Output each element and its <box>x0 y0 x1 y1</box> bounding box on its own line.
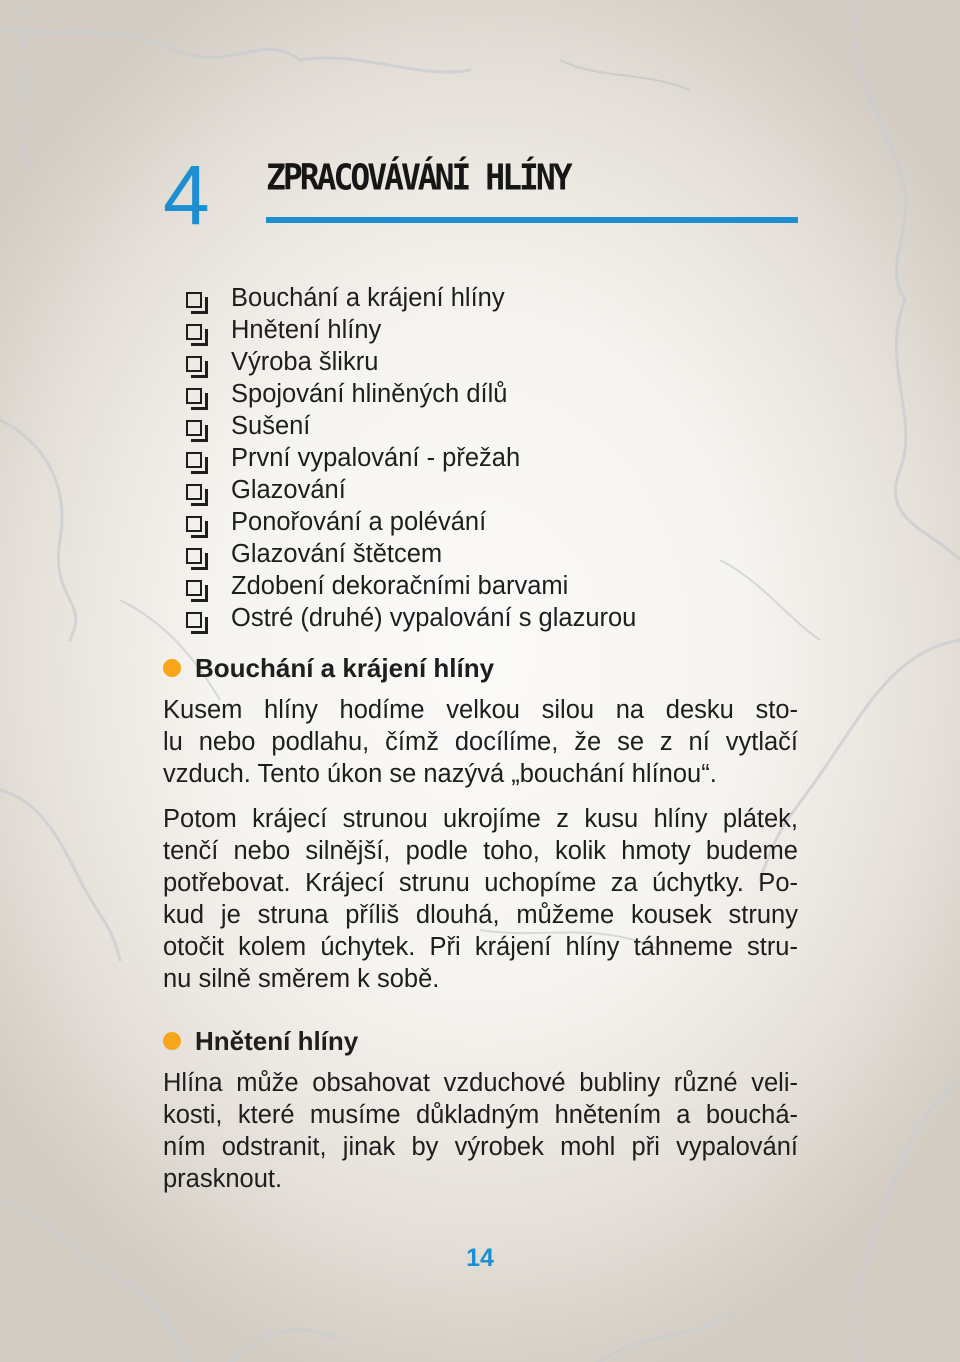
section-heading <box>163 1024 358 1058</box>
toc-item <box>186 442 636 474</box>
toc-item-label: Ostré (druhé) vypalování s glazurou <box>231 604 637 632</box>
checkbox-icon <box>186 580 202 596</box>
checkbox-icon <box>186 356 202 372</box>
toc-item <box>186 346 636 378</box>
toc-item-label: Spojování hliněných dílů <box>231 380 508 408</box>
toc-item <box>186 474 636 506</box>
checkbox-icon <box>186 548 202 564</box>
checkbox-icon <box>186 484 202 500</box>
paragraph-line: vzduch. Tento úkon se nazývá „bouchání hlínou“. <box>163 760 717 788</box>
paragraph-line: tenčí nebo silnější, podle toho, kolik hmoty budeme <box>163 837 798 865</box>
toc-item-label: Glazování <box>231 476 346 504</box>
toc-item <box>186 538 636 570</box>
toc-item <box>186 602 636 634</box>
paragraph <box>163 694 798 790</box>
toc-item-label: Bouchání a krájení hlíny <box>231 284 505 312</box>
checkbox-icon <box>186 324 202 340</box>
checkbox-icon <box>186 452 202 468</box>
bullet-icon <box>163 1032 181 1050</box>
toc-item <box>186 410 636 442</box>
toc-item <box>186 506 636 538</box>
toc-item-label: Glazování štětcem <box>231 540 443 568</box>
paragraph-line: Kusem hlíny hodíme velkou silou na desku sto- <box>163 696 798 724</box>
page-number: 14 <box>466 1244 494 1272</box>
paragraph <box>163 803 798 995</box>
chapter-title: ZPRACOVÁVÁNÍ HLÍNY <box>266 156 570 199</box>
paragraph-line: prasknout. <box>163 1165 283 1193</box>
paragraph-line: otočit kolem úchytek. Při krájení hlíny táhneme stru- <box>163 933 798 961</box>
paragraph-line: lu nebo podlahu, čímž docílíme, že se z ní vytlačí <box>163 728 798 756</box>
paragraph-line: Potom krájecí strunou ukrojíme z kusu hlíny plátek, <box>163 805 798 833</box>
section-heading-text: Hnětení hlíny <box>195 1026 359 1056</box>
paragraph-line: nu silně směrem k sobě. <box>163 965 440 993</box>
toc-item-label: Sušení <box>231 412 311 440</box>
chapter-number: 4 <box>163 148 210 242</box>
paragraph-line: kosti, které musíme důkladným hnětením a bouchá- <box>163 1101 798 1129</box>
toc-item-label: Hnětení hlíny <box>231 316 382 344</box>
title-underline <box>266 217 798 223</box>
toc-item-label: Zdobení dekoračními barvami <box>231 572 569 600</box>
checkbox-icon <box>186 516 202 532</box>
toc-item-label: Ponořování a polévání <box>231 508 487 536</box>
checkbox-icon <box>186 292 202 308</box>
paragraph-line: kud je struna příliš dlouhá, můžeme kousek struny <box>163 901 798 929</box>
toc-item <box>186 314 636 346</box>
checkbox-icon <box>186 388 202 404</box>
paragraph-line: potřebovat. Krájecí strunu uchopíme za úchytky. Po- <box>163 869 798 897</box>
bullet-icon <box>163 659 181 677</box>
checkbox-icon <box>186 420 202 436</box>
section-heading-text: Bouchání a krájení hlíny <box>195 653 495 683</box>
toc-item <box>186 570 636 602</box>
toc-item-label: První vypalování - přežah <box>231 444 521 472</box>
toc-item <box>186 282 636 314</box>
paragraph-line: ním odstranit, jinak by výrobek mohl při vypalování <box>163 1133 798 1161</box>
section-heading <box>163 651 494 685</box>
chapter-contents-list <box>186 282 636 634</box>
checkbox-icon <box>186 612 202 628</box>
toc-item-label: Výroba šlikru <box>231 348 379 376</box>
paragraph <box>163 1067 798 1195</box>
paragraph-line: Hlína může obsahovat vzduchové bubliny různé veli- <box>163 1069 798 1097</box>
toc-item <box>186 378 636 410</box>
